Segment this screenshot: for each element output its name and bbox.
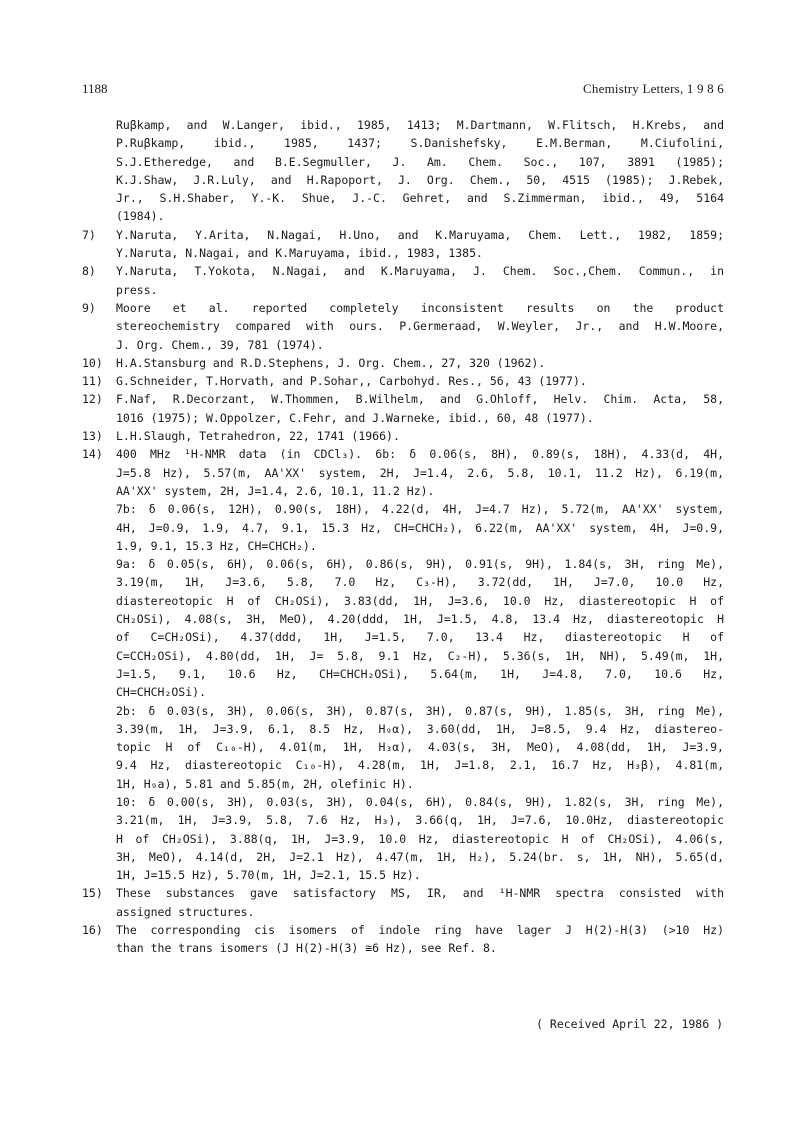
reference-number: 15) [82, 886, 103, 901]
journal-name: Chemistry Letters, 1 9 8 6 [583, 81, 724, 96]
reference-line: 1.9, 9.1, 15.3 Hz, CH=CHCH₂). [116, 538, 317, 553]
reference-line: stereochemistry compared with ours. P.Germeraad, W.Weyler, Jr., and H.W.Moore, [116, 319, 724, 334]
reference-number: 16) [82, 923, 103, 938]
reference-line: 4H, J=0.9, 1.9, 4.7, 9.1, 15.3 Hz, CH=CHCH₂), 6.22(m, AA'XX' system, 4H, J=0.9, [116, 520, 724, 535]
reference-item [82, 390, 724, 427]
reference-number: 10) [82, 355, 103, 370]
reference-line: of C=CH₂OSi), 4.37(ddd, 1H, J=1.5, 7.0, 13.4 Hz, diastereotopic H of [116, 630, 724, 645]
reference-line: S.J.Etheredge, and B.E.Segmuller, J. Am. Chem. Soc., 107, 3891 (1985); [116, 154, 724, 169]
reference-item [82, 372, 724, 390]
reference-line: Y.Naruta, Y.Arita, N.Nagai, H.Uno, and K.Maruyama, Chem. Lett., 1982, 1859; [116, 227, 724, 242]
reference-line: F.Naf, R.Decorzant, W.Thommen, B.Wilhelm, and G.Ohloff, Helv. Chim. Acta, 58, [116, 392, 724, 407]
reference-line: These substances gave satisfactory MS, IR, and ¹H-NMR spectra consisted with [116, 886, 724, 901]
reference-line: topic H of C₁₀-H), 4.01(m, 1H, H₃α), 4.03(s, 3H, MeO), 4.08(dd, 1H, J=3.9, [116, 740, 724, 755]
reference-line: 3.39(m, 1H, J=3.9, 6.1, 8.5 Hz, H₉α), 3.60(dd, 1H, J=8.5, 9.4 Hz, diastereo- [116, 721, 724, 736]
reference-item [82, 445, 724, 884]
reference-line: Y.Naruta, N.Nagai, and K.Maruyama, ibid., 1983, 1385. [116, 246, 483, 261]
reference-line: 3.19(m, 1H, J=3.6, 5.8, 7.0 Hz, C₃-H), 3.72(dd, 1H, J=7.0, 10.0 Hz, [116, 575, 724, 590]
reference-line: diastereotopic H of CH₂OSi), 3.83(dd, 1H, J=3.6, 10.0 Hz, diastereotopic H of [116, 593, 724, 608]
reference-line: 1016 (1975); W.Oppolzer, C.Fehr, and J.Warneke, ibid., 60, 48 (1977). [116, 410, 594, 425]
reference-line: assigned structures. [116, 904, 255, 919]
reference-item [82, 116, 724, 226]
reference-line: 9.4 Hz, diastereotopic C₁₀-H), 4.28(m, 1H, J=1.8, 2.1, 16.7 Hz, H₃β), 4.81(m, [116, 758, 724, 773]
page-number: 1188 [82, 81, 108, 96]
reference-line: L.H.Slaugh, Tetrahedron, 22, 1741 (1966). [116, 429, 400, 444]
reference-line: AA'XX' system, 2H, J=1.4, 2.6, 10.1, 11.2 Hz). [116, 483, 435, 498]
reference-number: 7) [82, 227, 96, 242]
reference-line: Jr., S.H.Shaber, Y.-K. Shue, J.-C. Gehret, and S.Zimmerman, ibid., 49, 5164 [116, 191, 724, 206]
reference-line: J=1.5, 9.1, 10.6 Hz, CH=CHCH₂OSi), 5.64(m, 1H, J=4.8, 7.0, 10.6 Hz, [116, 666, 724, 681]
reference-line: 3.21(m, 1H, J=3.9, 5.8, 7.6 Hz, H₃), 3.66(q, 1H, J=7.6, 10.0Hz, diastereotopic [116, 813, 724, 828]
reference-item [82, 299, 724, 354]
reference-line: 3H, MeO), 4.14(d, 2H, J=2.1 Hz), 4.47(m, 1H, H₂), 5.24(br. s, 1H, NH), 5.65(d, [116, 849, 724, 864]
reference-number: 8) [82, 264, 96, 279]
reference-line: The corresponding cis isomers of indole ring have lager J H(2)-H(3) (>10 Hz) [116, 923, 724, 938]
reference-line: 9a: δ 0.05(s, 6H), 0.06(s, 6H), 0.86(s, 9H), 0.91(s, 9H), 1.84(s, 3H, ring Me), [116, 557, 724, 572]
reference-number: 12) [82, 392, 103, 407]
reference-line: Ruβkamp, and W.Langer, ibid., 1985, 1413; M.Dartmann, W.Flitsch, H.Krebs, and [116, 118, 724, 132]
references-list [82, 116, 724, 958]
reference-line: P.Ruβkamp, ibid., 1985, 1437; S.Danishefsky, E.M.Berman, M.Ciufolini, [116, 136, 724, 151]
reference-line: 1H, J=15.5 Hz), 5.70(m, 1H, J=2.1, 15.5 Hz). [116, 868, 421, 883]
reference-line: (1984). [116, 209, 165, 224]
reference-item [82, 354, 724, 372]
reference-line: 10: δ 0.00(s, 3H), 0.03(s, 3H), 0.04(s, 6H), 0.84(s, 9H), 1.82(s, 3H, ring Me), [116, 794, 724, 809]
reference-item [82, 226, 724, 263]
reference-line: K.J.Shaw, J.R.Luly, and H.Rapoport, J. Org. Chem., 50, 4515 (1985); J.Rebek, [116, 172, 724, 187]
reference-line: G.Schneider, T.Horvath, and P.Sohar,, Carbohyd. Res., 56, 43 (1977). [116, 374, 587, 389]
reference-line: H of CH₂OSi), 3.88(q, 1H, J=3.9, 10.0 Hz, diastereotopic H of CH₂OSi), 4.06(s, [116, 831, 724, 846]
reference-line: than the trans isomers (J H(2)-H(3) ≅6 Hz), see Ref. 8. [116, 941, 497, 956]
reference-line: CH=CHCH₂OSi). [116, 685, 207, 700]
reference-line: 7b: δ 0.06(s, 12H), 0.90(s, 18H), 4.22(d, 4H, J=4.7 Hz), 5.72(m, AA'XX' system, [116, 502, 724, 517]
received-date: ( Received April 22, 1986 ) [536, 1017, 723, 1031]
reference-number: 9) [82, 300, 96, 315]
reference-line: CH₂OSi), 4.08(s, 3H, MeO), 4.20(ddd, 1H, J=1.5, 4.8, 13.4 Hz, diastereotopic H [116, 612, 724, 627]
reference-line: 2b: δ 0.03(s, 3H), 0.06(s, 3H), 0.87(s, 3H), 0.87(s, 9H), 1.85(s, 3H, ring Me), [116, 703, 724, 718]
reference-number: 14) [82, 447, 103, 462]
reference-number: 11) [82, 374, 103, 389]
page-header [82, 81, 724, 97]
reference-item [82, 884, 724, 921]
reference-line: J=5.8 Hz), 5.57(m, AA'XX' system, 2H, J=1.4, 2.6, 5.8, 10.1, 11.2 Hz), 6.19(m, [116, 465, 724, 480]
reference-line: press. [116, 282, 158, 297]
reference-line: C=CCH₂OSi), 4.80(dd, 1H, J= 5.8, 9.1 Hz, C₂-H), 5.36(s, 1H, NH), 5.49(m, 1H, [116, 648, 724, 663]
reference-number: 13) [82, 429, 103, 444]
reference-line: H.A.Stansburg and R.D.Stephens, J. Org. Chem., 27, 320 (1962). [116, 355, 546, 370]
reference-item [82, 921, 724, 958]
reference-line: 1H, H₉a), 5.81 and 5.85(m, 2H, olefinic H). [116, 776, 414, 791]
reference-line: J. Org. Chem., 39, 781 (1974). [116, 337, 324, 352]
reference-line: Y.Naruta, T.Yokota, N.Nagai, and K.Maruyama, J. Chem. Soc.,Chem. Commun., in [116, 264, 724, 279]
reference-item [82, 262, 724, 299]
reference-line: Moore et al. reported completely inconsistent results on the product [116, 300, 724, 315]
reference-item [82, 427, 724, 445]
reference-line: 400 MHz ¹H-NMR data (in CDCl₃). 6b: δ 0.06(s, 8H), 0.89(s, 18H), 4.33(d, 4H, [116, 447, 724, 462]
